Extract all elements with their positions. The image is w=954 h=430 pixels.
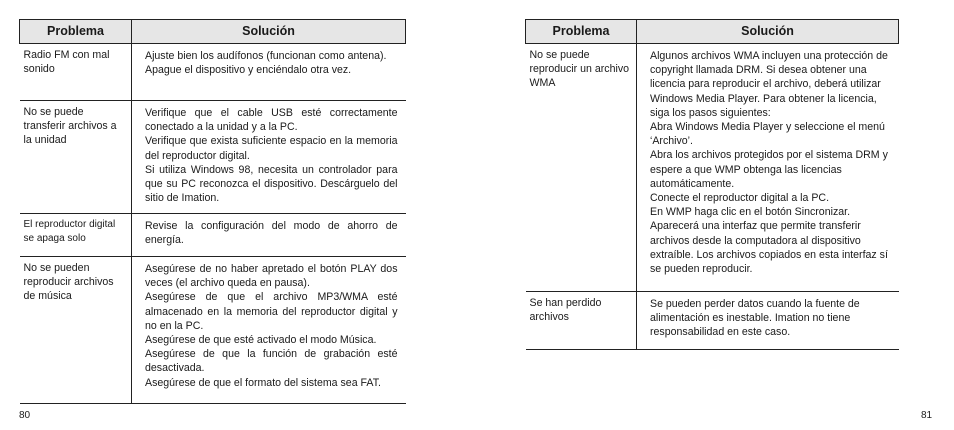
solution-line: Ajuste bien los audífonos (funcionan como antena). (145, 50, 387, 62)
problem-cell: No se puede reproducir un archivo WMA (526, 44, 637, 292)
problem-cell: Se han perdido archivos (526, 292, 637, 350)
problem-cell: El reproductor digital se apaga solo (20, 214, 132, 257)
table-header-row (526, 20, 899, 44)
solution-line: Revise la configuración del modo de ahorro de energía. (145, 220, 398, 247)
solution-cell (132, 214, 406, 257)
solution-line: Verifique que exista suficiente espacio en la memoria del reproductor digital. (145, 135, 398, 162)
troubleshooting-table-right (525, 19, 899, 350)
solution-line: Asegúrese de que el archivo MP3/WMA esté almacenado en la memoria del reproductor digital y no en la PC. (145, 291, 398, 332)
solution-line: Abra Windows Media Player y seleccione el menú ‘Archivo’. (650, 121, 885, 148)
table-row (20, 214, 406, 257)
solution-line: Apague el dispositivo y enciéndalo otra vez. (145, 64, 352, 77)
solution-line: Asegúrese de no haber apretado el botón PLAY dos veces (el archivo queda en pausa). (145, 263, 398, 290)
solution-cell (132, 257, 406, 404)
solution-cell (637, 292, 899, 350)
header-problem: Problema (526, 20, 637, 44)
solution-line: Asegúrese de que la función de grabación esté desactivada. (145, 348, 398, 375)
table-row (20, 101, 406, 214)
header-problem: Problema (20, 20, 132, 44)
page-number: 80 (19, 410, 31, 421)
header-solution: Solución (637, 20, 899, 44)
header-solution: Solución (132, 20, 406, 44)
solution-line: Verifique que el cable USB esté correctamente conectado a la unidad y a la PC. (145, 107, 398, 134)
solution-line: Asegúrese de que el formato del sistema sea FAT. (145, 376, 381, 389)
table-row (526, 292, 899, 350)
table-row (526, 44, 899, 292)
problem-cell: No se pueden reproducir archivos de música (20, 257, 132, 404)
problem-cell: Radio FM con mal sonido (20, 44, 132, 101)
solution-cell (637, 44, 899, 292)
solution-cell (132, 44, 406, 101)
right-page (477, 0, 954, 430)
solution-line: Si utiliza Windows 98, necesita un controlador para que su PC reconozca el dispositivo. Descárguelo del sitio de Imation. (145, 163, 398, 205)
table-header-row (20, 20, 406, 44)
solution-cell (132, 101, 406, 214)
solution-line: Conecte el reproductor digital a la PC. (650, 192, 830, 205)
table-row (20, 257, 406, 404)
solution-line: Abra los archivos protegidos por el sistema DRM y espere a que WMP obtenga las licencias automáticamente. (650, 149, 888, 190)
solution-line: Asegúrese de que esté activado el modo Música. (145, 334, 377, 347)
solution-line: Se pueden perder datos cuando la fuente de alimentación es inestable. Imation no tiene responsabilidad en este caso. (650, 298, 860, 339)
page-number: 81 (921, 410, 933, 421)
table-row (20, 44, 406, 101)
solution-line: En WMP haga clic en el botón Sincronizar. Aparecerá una interfaz que permite transferir archivos desde la computadora al dispositivo extraíble. Los archivos copiados en esta interfaz sí se pueden reproducir. (650, 206, 888, 276)
problem-cell: No se puede transferir archivos a la unidad (20, 101, 132, 214)
troubleshooting-table-left (19, 19, 406, 404)
solution-line: Algunos archivos WMA incluyen una protección de copyright llamada DRM. Si desea obtener una licencia para reproducir el archivo, deberá utilizar Windows Media Player. Para obtener la licencia, siga los pasos siguientes: (650, 50, 888, 119)
